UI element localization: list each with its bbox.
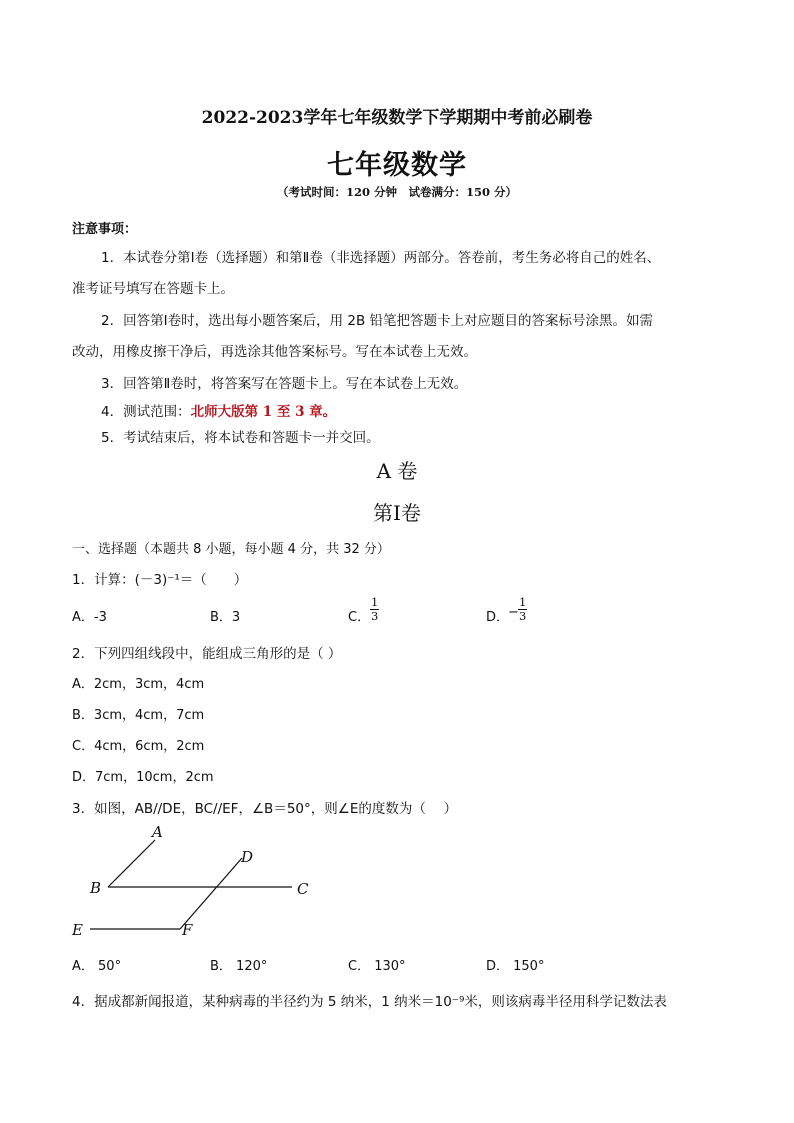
- exam-series-title: 2022-2023学年七年级数学下学期期中考前必刷卷: [201, 108, 593, 128]
- choice-section-heading: 一、选择题（本题共 8 小题，每小题 4 分，共 32 分）: [72, 542, 390, 557]
- q1-option-d-sign: −: [508, 605, 519, 620]
- test-range: 北师大版第 1 至 3 章。: [190, 404, 337, 420]
- point-label-e: E: [72, 921, 83, 939]
- notice-item-1-line-1: 1．本试卷分第Ⅰ卷（选择题）和第Ⅱ卷（非选择题）两部分。答卷前，考生务必将自己的姓名、: [101, 250, 661, 266]
- point-label-f: F: [182, 921, 193, 939]
- point-label-c: C: [297, 880, 309, 898]
- notice-item-3: 3．回答第Ⅱ卷时，将答案写在答题卡上。写在本试卷上无效。: [101, 376, 468, 392]
- notice-item-2-line-1: 2．回答第Ⅰ卷时，选出每小题答案后，用 2B 铅笔把答题卡上对应题目的答案标号涂黑。如需: [101, 313, 654, 329]
- q1-c-numerator: 1: [371, 595, 379, 609]
- volume-a-heading: A 卷: [376, 459, 418, 483]
- q2-option-d: D．7cm，10cm，2cm: [72, 770, 214, 785]
- q1-option-c-fraction: [370, 596, 379, 623]
- q1-option-d-fraction: [518, 596, 527, 623]
- q2-option-b: B．3cm，4cm，7cm: [72, 708, 205, 723]
- notice-item-4-prefix: 4．测试范围：: [101, 404, 191, 420]
- notice-item-4: [101, 400, 336, 420]
- point-label-b: B: [90, 879, 102, 897]
- segment-fd: [180, 858, 242, 929]
- q3-option-c: C． 130°: [348, 959, 406, 974]
- q1-option-c-label: C．: [348, 610, 371, 625]
- q3-option-a: A． 50°: [72, 959, 122, 974]
- q3-option-b: B． 120°: [210, 959, 268, 974]
- notice-heading: 注意事项：: [72, 222, 138, 237]
- q1-c-denominator: 3: [371, 609, 379, 623]
- question-1-stem: 1．计算：(－3)⁻¹＝（ ）: [72, 572, 248, 588]
- notice-item-1-line-2: 准考证号填写在答题卡上。: [72, 281, 234, 297]
- parallel-lines-figure: [60, 820, 340, 945]
- notice-item-2-line-2: 改动，用橡皮擦干净后，再选涂其他答案标号。写在本试卷上无效。: [72, 344, 477, 360]
- part-1-heading: 第Ⅰ卷: [373, 501, 421, 525]
- segment-ab: [108, 840, 155, 887]
- point-label-a: A: [152, 823, 163, 841]
- question-2-stem: 2．下列四组线段中，能组成三角形的是（ ）: [72, 646, 342, 662]
- q1-d-numerator: 1: [519, 595, 527, 609]
- q1-d-denominator: 3: [519, 609, 527, 623]
- q3-option-d: D． 150°: [486, 959, 545, 974]
- point-label-d: D: [241, 848, 254, 866]
- q1-option-d-label: D．: [486, 610, 510, 625]
- notice-item-5: 5．考试结束后，将本试卷和答题卡一并交回。: [101, 430, 380, 446]
- q2-option-a: A．2cm，3cm，4cm: [72, 677, 205, 692]
- q1-option-a: A．-3: [72, 610, 107, 625]
- exam-info: （考试时间：120 分钟 试卷满分：150 分）: [276, 185, 517, 199]
- question-4-stem: 4．据成都新闻报道，某种病毒的半径约为 5 纳米，1 纳米＝10⁻⁹米，则该病毒半径用科学记数法表: [72, 994, 667, 1010]
- page-title: 七年级数学: [327, 150, 467, 181]
- question-3-stem: 3．如图，AB//DE，BC//EF，∠B＝50°，则∠E的度数为（ ）: [72, 801, 458, 817]
- q1-option-b: B．3: [210, 610, 241, 625]
- q2-option-c: C．4cm，6cm，2cm: [72, 739, 205, 754]
